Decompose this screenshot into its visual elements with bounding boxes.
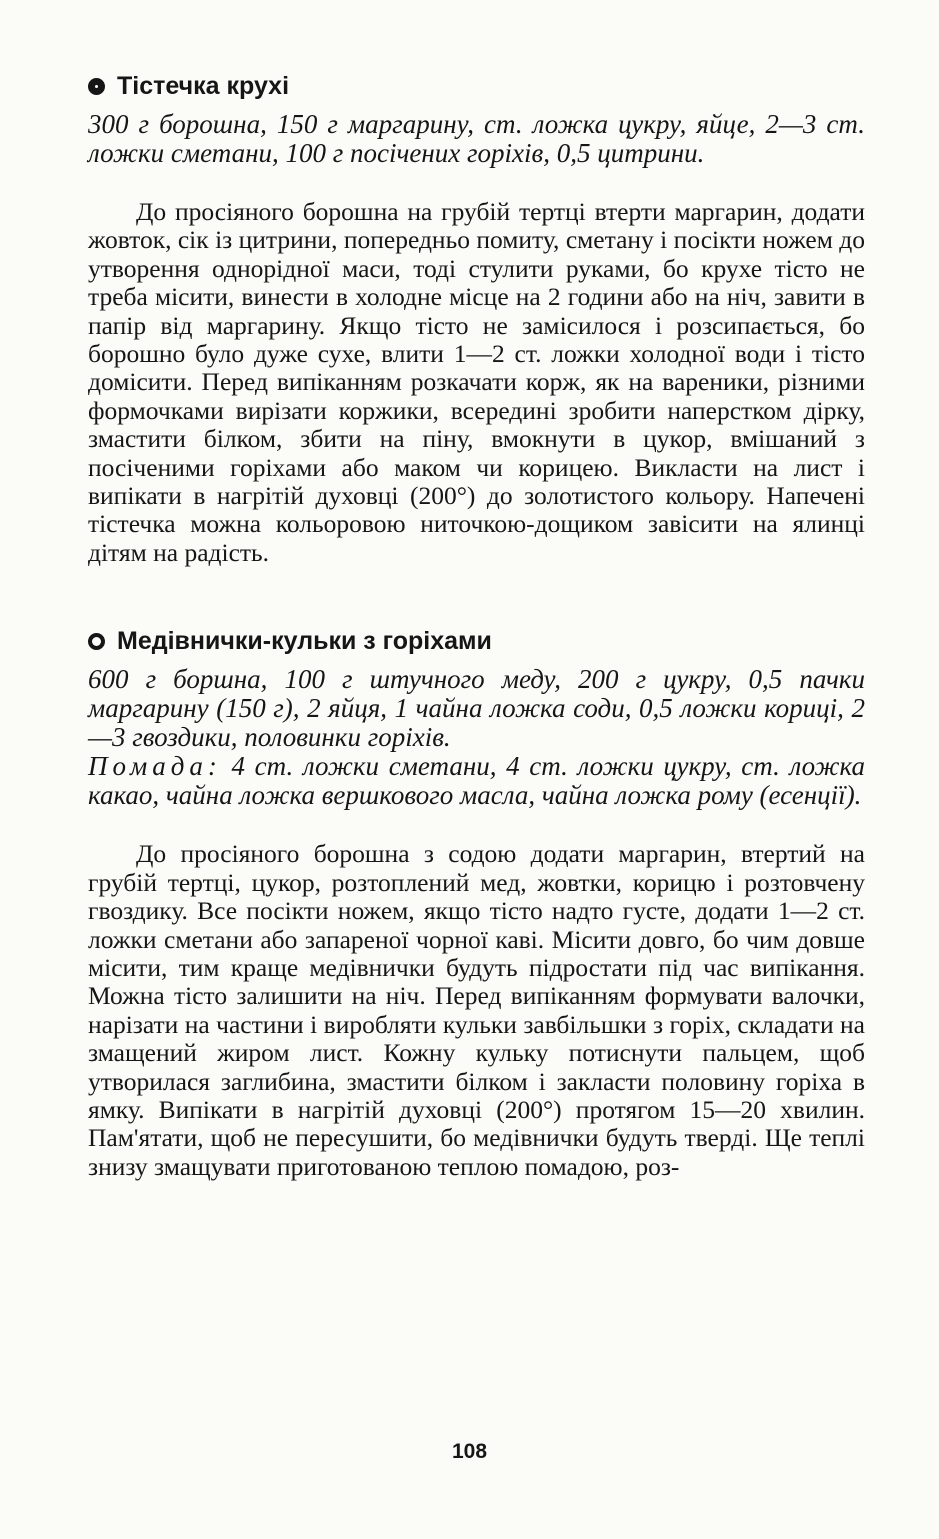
ingredients-list: 600 г боршна, 100 г штучного меду, 200 г цукру, 0,5 пачки маргарину (150 г), 2 яйця, 1 чайна ложка соди, 0,5 ложки кориці, 2—3 гвоздики, половинки горіхів. <box>88 664 865 753</box>
recipe-medivnychky <box>88 623 865 1181</box>
ingredients-list: 300 г борошна, 150 г маргарину, ст. ложка цукру, яйце, 2—3 ст. ложки сметани, 100 г посічених горіхів, 0,5 цитрини. <box>88 109 865 168</box>
method-text: До просіяного борошна на грубій тертці втерти маргарин, додати жовток, сік із цитрини, попередньо помиту, сметану і посікти ножем до утворення однорідної маси, тоді стулити руками, бо крухе тісто не треба місити, винести в холодне місце на 2 години або на ніч, завити в папір від маргарину. Якщо тісто не замісилося і розсипається, бо борошно було дуже сухе, влити 1—2 ст. ложки холодної води і тісто домісити. Перед випіканням розкачати корж, як на вареники, різними формочками вирізати коржики, всередині зробити наперстком дірку, змастити білком, збити на піну, вмокнути в цукор, вмішаний з посіченими горіхами або маком чи корицею. Викласти на лист і випікати в нагрітій духовці (200°) до золотистого кольору. Напечені тістечка можна кольоровою ниточкою-дощиком завісити на ялинці дітям на радість. <box>88 197 865 567</box>
method-text: До просіяного борошна з содою додати маргарин, втертий на грубій тертці, цукор, розтоплений мед, жовтки, корицю і розтовчену гвоздику. Все посікти ножем, якщо тісто надто густе, додати 1—2 ст. ложки сметани або запареної чорної каві. Місити довго, бо чим довше місити, тим краще медівнички будуть підростати під час випікання. Можна тісто залишити на ніч. Перед випіканням формувати валочки, нарізати на частини і виробляти кульки завбільшки з горіх, складати на змащений жиром лист. Кожну кульку потиснути пальцем, щоб утворилася заглибина, змастити білком і закласти половину горіха в ямку. Випікати в нагрітій духовці (200°) протягом 15—20 хвилин. Пам'ятати, щоб не пересушити, бо медівнички будуть тверді. Ще теплі знизу змащувати приготованою теплою помадою, роз- <box>88 839 865 1181</box>
page-number: 108 <box>451 1440 488 1463</box>
recipe-krukhi <box>88 68 865 567</box>
bullet-icon <box>88 78 105 95</box>
bullet-icon <box>88 633 105 650</box>
recipe-title-text: Медівнички-кульки з горіхами <box>117 627 492 656</box>
recipe-title-text: Тістечка крухі <box>117 72 290 100</box>
recipe-title <box>88 68 865 104</box>
glaze-ingredients: 4 ст. ложки сметани, 4 ст. ложки цукру, ст. ложка какао, чайна ложка вершкового масла, чайна ложка рому (есенції). <box>88 751 865 811</box>
ingredients-block <box>88 665 865 810</box>
glaze-label: Помада: <box>88 751 222 782</box>
recipe-title <box>88 623 865 659</box>
